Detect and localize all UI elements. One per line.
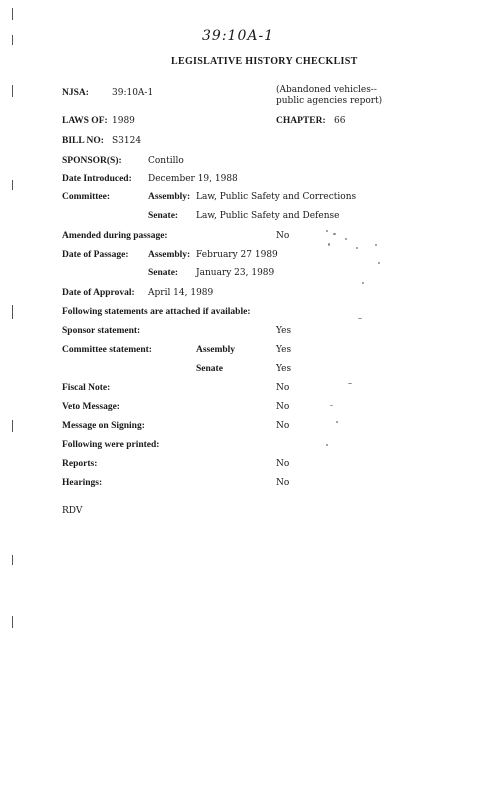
scan-noise (348, 383, 352, 384)
scan-noise (375, 244, 377, 246)
sponsor-label: SPONSOR(S): (62, 156, 122, 166)
date-of-approval-label: Date of Approval: (62, 288, 135, 298)
njsa-description: (Abandoned vehicles-- public agencies report) (276, 85, 383, 106)
njsa-label: NJSA: (62, 88, 89, 98)
chapter-label: CHAPTER: (276, 116, 326, 126)
hearings-value: No (276, 478, 290, 488)
fiscal-note-label: Fiscal Note: (62, 383, 111, 393)
scan-noise (326, 230, 328, 232)
passage-assembly-value: February 27 1989 (196, 250, 278, 260)
initials: RDV (62, 506, 83, 516)
following-printed-heading: Following were printed: (62, 440, 160, 450)
amended-value: No (276, 231, 290, 241)
reports-label: Reports: (62, 459, 98, 469)
committee-senate-label: Senate: (148, 211, 179, 221)
committee-statement-assembly-value: Yes (276, 345, 292, 355)
following-attached-heading: Following statements are attached if available: (62, 307, 251, 317)
passage-senate-value: January 23, 1989 (196, 268, 275, 278)
hearings-label: Hearings: (62, 478, 103, 488)
scan-margin-mark (12, 420, 13, 432)
scan-margin-mark (12, 85, 13, 97)
committee-label: Committee: (62, 192, 111, 202)
date-introduced-value: December 19, 1988 (148, 174, 238, 184)
scan-noise (362, 282, 364, 284)
njsa-value: 39:10A-1 (112, 88, 154, 98)
scan-noise (333, 233, 336, 235)
reports-value: No (276, 459, 290, 469)
committee-statement-senate-value: Yes (276, 364, 292, 374)
passage-senate-label: Senate: (148, 268, 179, 278)
committee-assembly-label: Assembly: (148, 192, 191, 202)
date-of-approval-value: April 14, 1989 (148, 288, 214, 298)
scan-noise (336, 421, 338, 423)
committee-senate-value: Law, Public Safety and Defense (196, 211, 340, 221)
date-of-passage-label: Date of Passage: (62, 250, 129, 260)
scan-margin-mark (12, 305, 13, 319)
committee-assembly-value: Law, Public Safety and Corrections (196, 192, 357, 202)
scan-noise (326, 444, 328, 446)
bill-no-label: BILL NO: (62, 136, 104, 146)
scan-noise (330, 405, 333, 406)
committee-statement-senate-label: Senate (196, 364, 223, 374)
scan-margin-mark (12, 35, 13, 45)
fiscal-note-value: No (276, 383, 290, 393)
scan-noise (328, 243, 330, 246)
sponsor-value: Contillo (148, 156, 184, 166)
chapter-value: 66 (334, 116, 346, 126)
date-introduced-label: Date Introduced: (62, 174, 132, 184)
page-title: LEGISLATIVE HISTORY CHECKLIST (171, 56, 358, 67)
scan-noise (356, 247, 358, 249)
scan-margin-mark (12, 180, 13, 190)
scan-margin-mark (12, 8, 13, 20)
scan-noise (378, 262, 380, 264)
laws-of-label: LAWS OF: (62, 116, 108, 126)
sponsor-statement-value: Yes (276, 326, 292, 336)
scan-noise (345, 238, 347, 240)
veto-message-value: No (276, 402, 290, 412)
message-on-signing-value: No (276, 421, 290, 431)
sponsor-statement-label: Sponsor statement: (62, 326, 141, 336)
scan-margin-mark (12, 616, 13, 628)
scan-margin-mark (12, 555, 13, 565)
committee-statement-label: Committee statement: (62, 345, 152, 355)
amended-label: Amended during passage: (62, 231, 168, 241)
passage-assembly-label: Assembly: (148, 250, 191, 260)
bill-no-value: S3124 (112, 136, 142, 146)
scan-noise (358, 318, 362, 319)
committee-statement-assembly-label: Assembly (196, 345, 236, 355)
handwritten-reference: 39:10A-1 (202, 28, 275, 44)
laws-of-value: 1989 (112, 116, 135, 126)
veto-message-label: Veto Message: (62, 402, 120, 412)
message-on-signing-label: Message on Signing: (62, 421, 145, 431)
